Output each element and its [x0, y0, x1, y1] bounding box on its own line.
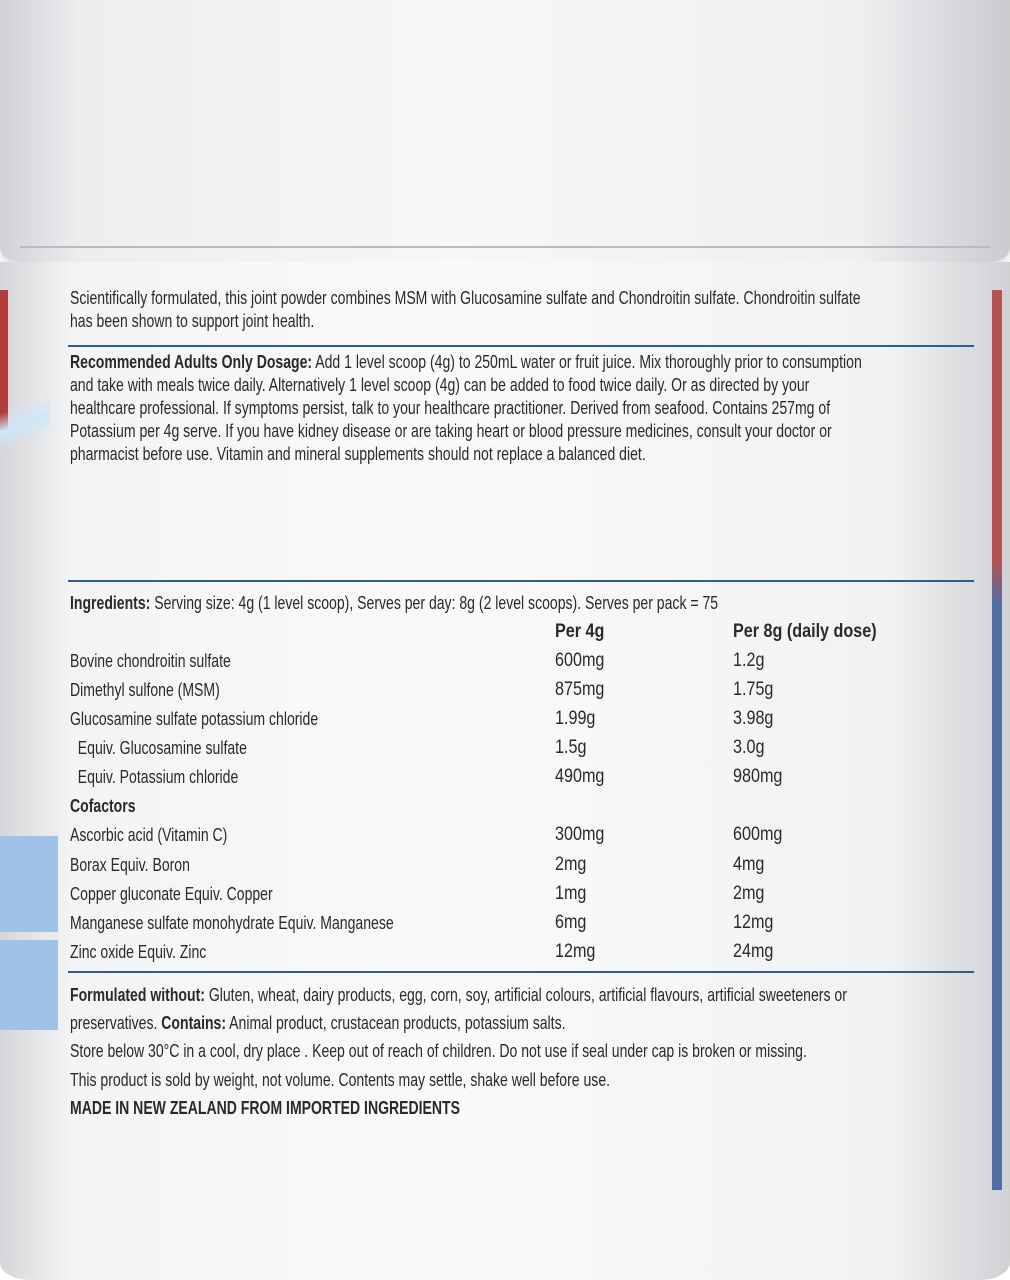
- divider: [68, 345, 974, 347]
- divider: [68, 971, 974, 973]
- cofactor-per-4g: 2mg: [555, 854, 587, 875]
- ingredient-per-8g: 980mg: [733, 766, 783, 787]
- dosage-line: Potassium per 4g serve. If you have kidney disease or are taking heart or blood pressure medicines, consult your doctor or: [70, 421, 832, 441]
- label-swoosh-graphic: [0, 375, 50, 485]
- cofactor-per-4g: 300mg: [555, 824, 605, 845]
- contains-line: [70, 1013, 566, 1034]
- divider: [68, 580, 974, 582]
- intro-line: has been shown to support joint health.: [70, 311, 315, 331]
- dosage-text: Add 1 level scoop (4g) to 250mL water or fruit juice. Mix thoroughly prior to consumption: [312, 352, 862, 372]
- cofactor-per-8g: 2mg: [733, 883, 765, 904]
- formulated-without: [70, 985, 847, 1006]
- contains-text: Animal product, crustacean products, potassium salts.: [226, 1013, 566, 1033]
- formulated-text-cont: preservatives.: [70, 1013, 162, 1033]
- ingredients-label: Ingredients:: [70, 593, 151, 613]
- ingredient-per-8g: 1.75g: [733, 679, 774, 700]
- cofactor-per-4g: 1mg: [555, 883, 587, 904]
- ingredient-per-8g: 3.98g: [733, 708, 774, 729]
- col-header-per-8g: Per 8g (daily dose): [733, 621, 877, 642]
- label-stripe-right: [992, 290, 1002, 1190]
- container-lid: [0, 0, 1010, 262]
- formulated-text: Gluten, wheat, dairy products, egg, corn, soy, artificial colours, artificial flavours, artificial sweeteners or: [204, 985, 847, 1005]
- ingredient-per-4g: 600mg: [555, 650, 605, 671]
- dosage-line: and take with meals twice daily. Alternatively 1 level scoop (4g) can be added to food twice daily. Or as directed by your: [70, 375, 810, 395]
- cofactors-heading: Cofactors: [70, 796, 136, 816]
- ingredient-per-4g: 875mg: [555, 679, 605, 700]
- formulated-label: Formulated without:: [70, 985, 205, 1005]
- cofactor-name: Borax Equiv. Boron: [70, 855, 190, 875]
- dosage-line: healthcare professional. If symptoms persist, talk to your healthcare practitioner. Derived from seafood. Contains 257mg of: [70, 398, 831, 418]
- ingredient-per-4g: 1.99g: [555, 708, 596, 729]
- cofactor-per-4g: 12mg: [555, 941, 596, 962]
- ingredient-per-8g: 1.2g: [733, 650, 765, 671]
- weight-line: This product is sold by weight, not volume. Contents may settle, shake well before use.: [70, 1070, 611, 1090]
- cofactor-name: Ascorbic acid (Vitamin C): [70, 825, 228, 845]
- col-header-per-4g: Per 4g: [555, 621, 605, 642]
- cofactor-per-4g: 6mg: [555, 912, 587, 933]
- cofactor-per-8g: 24mg: [733, 941, 774, 962]
- label-blue-badge: [0, 940, 58, 1030]
- cofactor-per-8g: 12mg: [733, 912, 774, 933]
- cofactor-name: Copper gluconate Equiv. Copper: [70, 884, 273, 904]
- ingredient-name: Glucosamine sulfate potassium chloride: [70, 709, 319, 729]
- made-in-line: MADE IN NEW ZEALAND FROM IMPORTED INGREDIENTS: [70, 1098, 460, 1118]
- ingredient-name: Equiv. Potassium chloride: [70, 767, 239, 787]
- storage-line: Store below 30°C in a cool, dry place . Keep out of reach of children. Do not use if seal under cap is broken or missing.: [70, 1041, 807, 1061]
- contains-label: Contains:: [161, 1013, 227, 1033]
- dosage-line: [70, 352, 862, 373]
- ingredients-summary: [70, 593, 718, 614]
- intro-line: Scientifically formulated, this joint powder combines MSM with Glucosamine sulfate and Chondroitin sulfate. Chondroitin sulfate: [70, 288, 861, 308]
- cofactor-per-8g: 4mg: [733, 854, 765, 875]
- ingredient-per-4g: 490mg: [555, 766, 605, 787]
- label-blue-badge: [0, 836, 58, 932]
- ingredients-summary-text: Serving size: 4g (1 level scoop), Serves per day: 8g (2 level scoops). Serves per pack = 75: [150, 593, 719, 613]
- ingredient-name: Bovine chondroitin sulfate: [70, 651, 231, 671]
- ingredient-name: Equiv. Glucosamine sulfate: [70, 738, 247, 758]
- cofactor-name: Zinc oxide Equiv. Zinc: [70, 942, 207, 962]
- dosage-label: Recommended Adults Only Dosage:: [70, 352, 313, 372]
- ingredient-per-4g: 1.5g: [555, 737, 587, 758]
- cofactor-name: Manganese sulfate monohydrate Equiv. Manganese: [70, 913, 394, 933]
- ingredient-name: Dimethyl sulfone (MSM): [70, 680, 220, 700]
- cofactor-per-8g: 600mg: [733, 824, 783, 845]
- ingredient-per-8g: 3.0g: [733, 737, 765, 758]
- dosage-line: pharmacist before use. Vitamin and mineral supplements should not replace a balanced diet.: [70, 444, 646, 464]
- lid-edge: [20, 246, 990, 248]
